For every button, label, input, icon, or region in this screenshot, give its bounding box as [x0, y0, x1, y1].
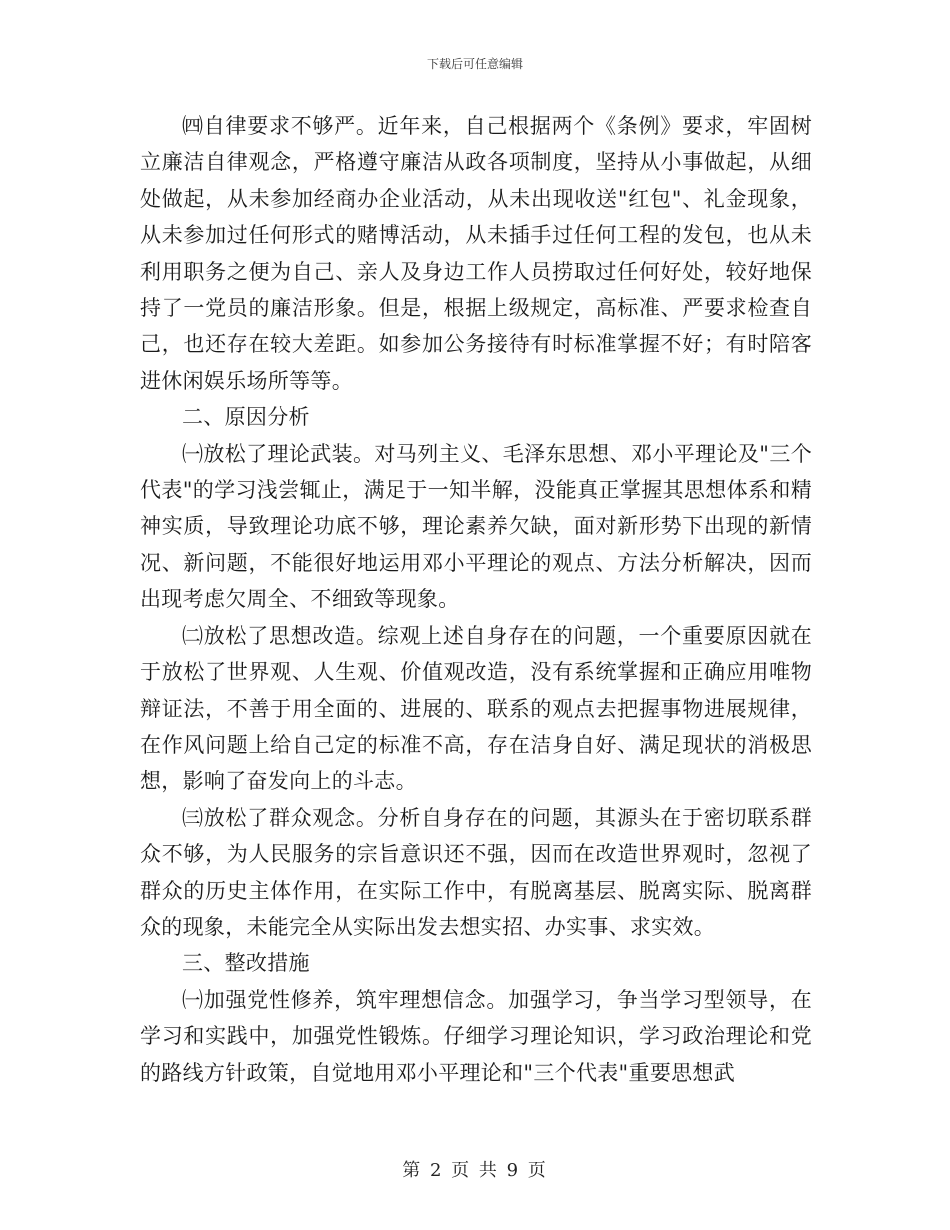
section-heading-cause-analysis: 二、原因分析 [182, 405, 310, 430]
section-heading-rectification: 三、整改措施 [182, 951, 310, 976]
paragraph-theory: ㈠放松了理论武装。对马列主义、毛泽东思想、邓小平理论及"三个代表"的学习浅尝辄止，满足于一知半解，没能真正掌握其思想体系和精神实质，导致理论功底不够，理论素养欠缺，面对新形势下出现的新情况、新问题，不能很好地运用邓小平理论的观点、方法分析解决，因而出现考虑欠周全、不细致等现象。 [140, 441, 812, 612]
paragraph-party-spirit: ㈠加强党性修养，筑牢理想信念。加强学习，争当学习型领导，在学习和实践中，加强党性锻炼。仔细学习理论知识，学习政治理论和党的路线方针政策，自觉地用邓小平理论和"三个代表"重要思想武 [140, 987, 812, 1085]
page-header: 下载后可任意编辑 [426, 57, 523, 71]
paragraph-ideology: ㈡放松了思想改造。综观上述自身存在的问题，一个重要原因就在于放松了世界观、人生观、价值观改造，没有系统掌握和正确应用唯物辩证法，不善于用全面的、进展的、联系的观点去把握事物进展规律，在作风问题上给自己定的标准不高，存在洁身自好、满足现状的消极思想，影响了奋发向上的斗志。 [140, 623, 812, 794]
document-body [140, 108, 812, 1091]
paragraph-masses: ㈢放松了群众观念。分析自身存在的问题，其源头在于密切联系群众不够，为人民服务的宗旨意识还不强，因而在改造世界观时，忽视了群众的历史主体作用，在实际工作中，有脱离基层、脱离实际、脱离群众的现象，未能完全从实际出发去想实招、办实事、求实效。 [140, 805, 812, 939]
page-number: 第 2 页 共 9 页 [402, 1160, 548, 1181]
paragraph-self-discipline: ㈣自律要求不够严。近年来，自己根据两个《条例》要求，牢固树立廉洁自律观念，严格遵守廉洁从政各项制度，坚持从小事做起，从细处做起，从未参加经商办企业活动，从未出现收送"红包"、礼金现象，从未参加过任何形式的赌博活动，从未插手过任何工程的发包，也从未利用职务之便为自己、亲人及身边工作人员捞取过任何好处，较好地保持了一党员的廉洁形象。但是，根据上级规定，高标准、严要求检查自己，也还存在较大差距。如参加公务接待有时标准掌握不好；有时陪客进休闲娱乐场所等等。 [140, 114, 812, 393]
